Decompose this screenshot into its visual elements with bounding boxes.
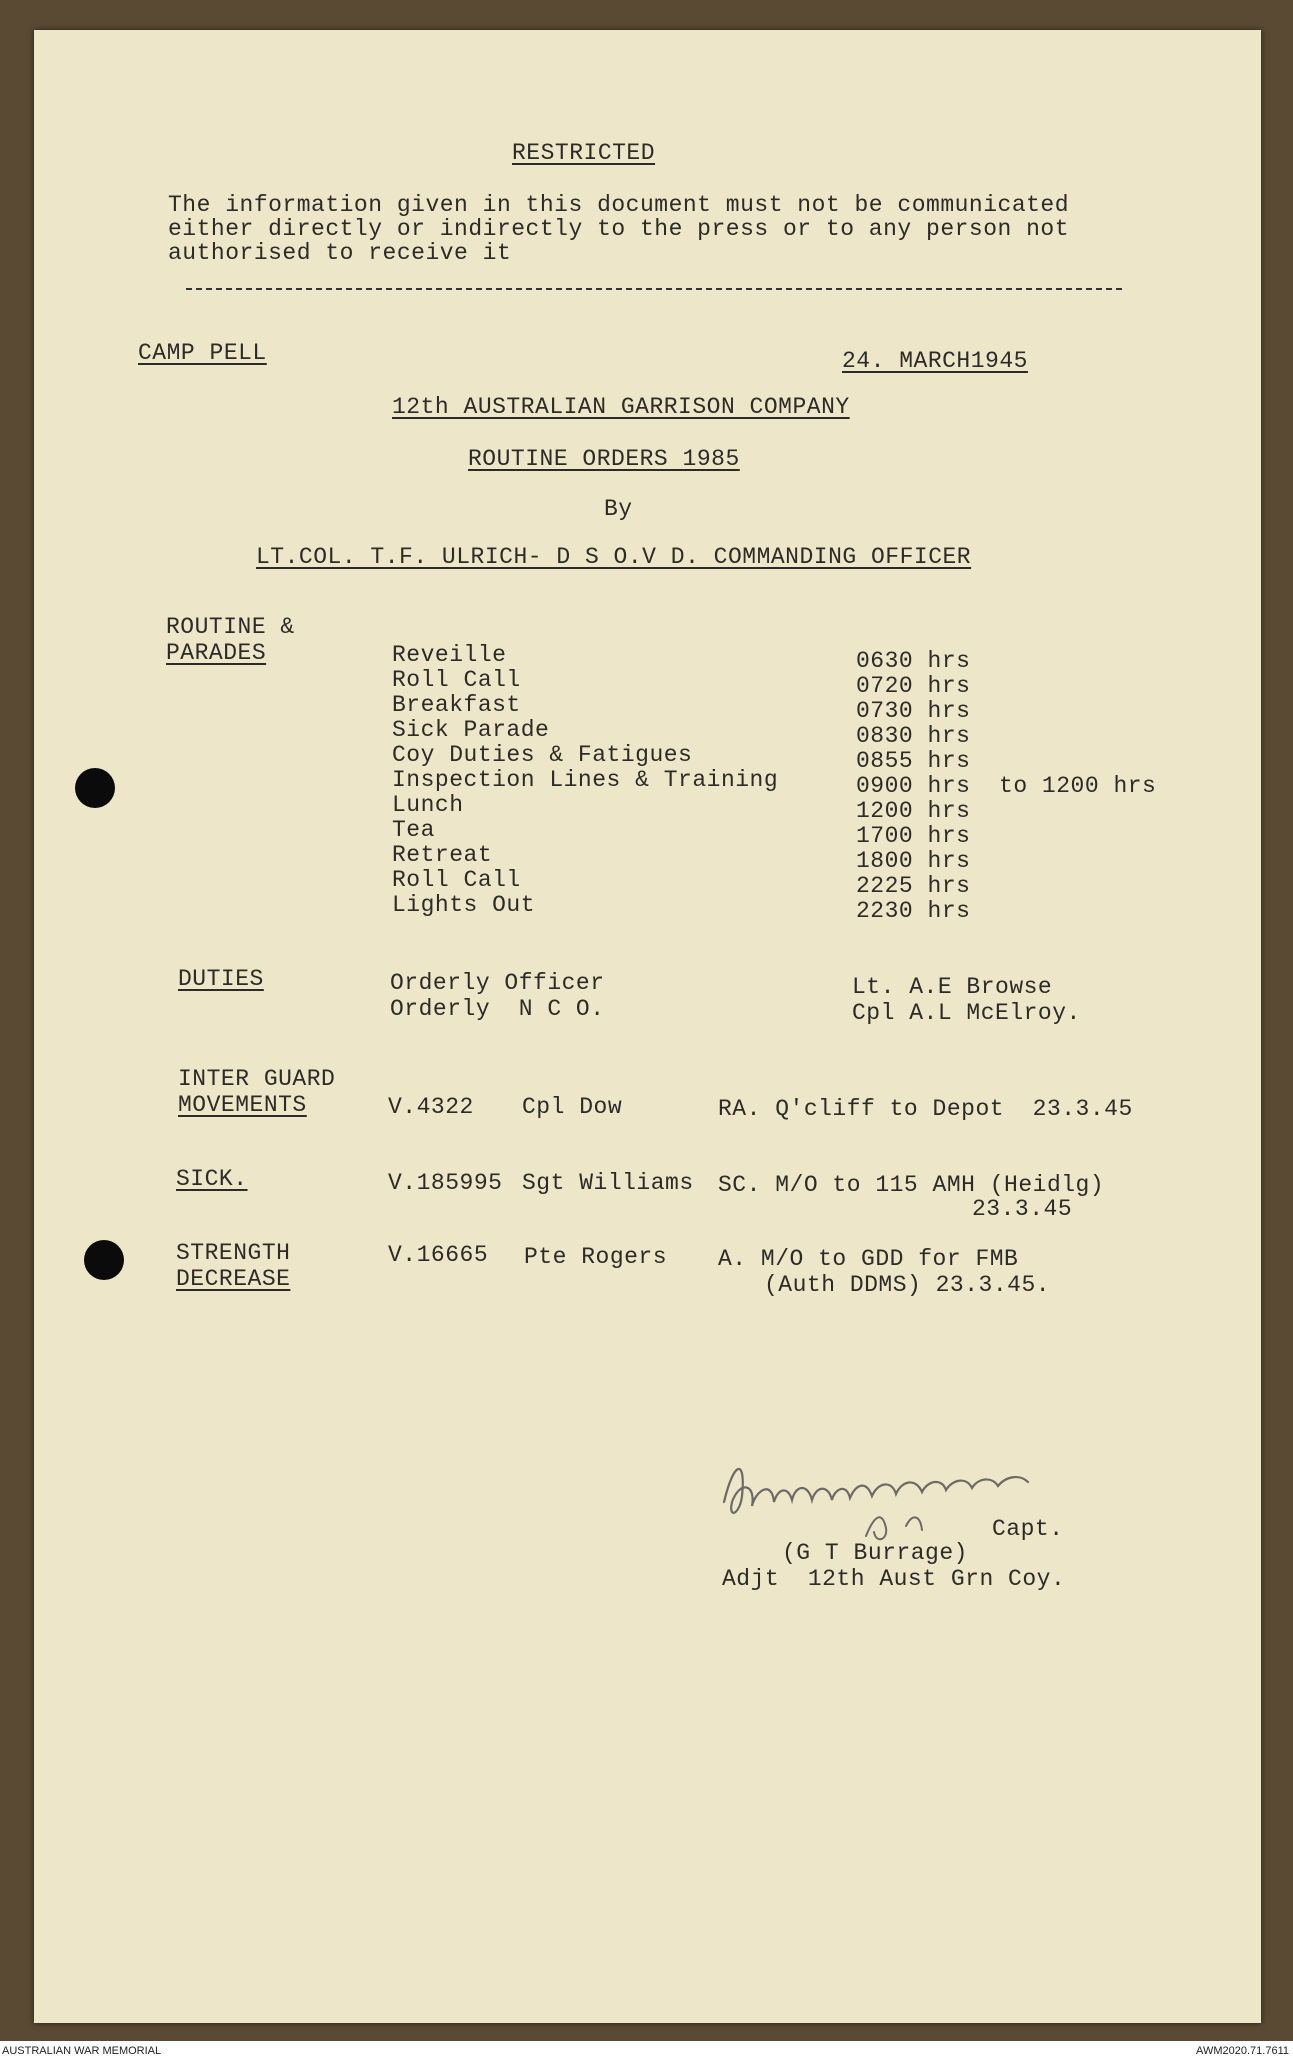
punch-hole	[84, 1240, 124, 1280]
duty-role: Orderly N C O.	[390, 996, 605, 1022]
duty-person: Cpl A.L McElroy.	[852, 1000, 1081, 1026]
routine-activity: Tea	[392, 817, 435, 843]
service-number: V.4322	[388, 1094, 474, 1120]
soldier-name: Cpl Dow	[522, 1094, 623, 1120]
document-date: 24. MARCH1945	[842, 348, 1028, 374]
service-number: V.16665	[388, 1242, 489, 1268]
strength-detail: A. M/O to GDD for FMB	[718, 1246, 1019, 1272]
routine-activity: Roll Call	[392, 867, 521, 893]
section-heading: DECREASE	[176, 1266, 291, 1292]
routine-time: 2225 hrs	[856, 873, 971, 899]
punch-hole	[75, 768, 115, 808]
routine-time: 1200 hrs	[856, 798, 971, 824]
document-page	[34, 30, 1261, 2023]
sick-detail: SC. M/O to 115 AMH (Heidlg)	[718, 1172, 1105, 1198]
notice-line: The information given in this document must not be communicated	[168, 192, 1070, 218]
routine-time: 1700 hrs	[856, 823, 971, 849]
routine-activity: Roll Call	[392, 667, 521, 693]
section-heading: ROUTINE &	[166, 614, 295, 640]
movement-detail: RA. Q'cliff to Depot 23.3.45	[718, 1096, 1133, 1122]
routine-time: 0730 hrs	[856, 698, 971, 724]
signatory-rank: Capt.	[992, 1516, 1064, 1542]
section-heading: DUTIES	[178, 966, 264, 992]
footer-left: AUSTRALIAN WAR MEMORIAL	[2, 2045, 162, 2057]
routine-time: 0900 hrs to 1200 hrs	[856, 773, 1157, 799]
duty-role: Orderly Officer	[390, 970, 605, 996]
section-heading: STRENGTH	[176, 1240, 291, 1266]
duty-person: Lt. A.E Browse	[852, 974, 1053, 1000]
section-heading: MOVEMENTS	[178, 1092, 307, 1118]
service-number: V.185995	[388, 1170, 503, 1196]
routine-activity: Breakfast	[392, 692, 521, 718]
sick-detail: 23.3.45	[972, 1196, 1073, 1222]
orders-title: ROUTINE ORDERS 1985	[468, 446, 740, 472]
place: CAMP PELL	[138, 340, 267, 366]
routine-activity: Inspection Lines & Training	[392, 767, 779, 793]
section-heading: PARADES	[166, 640, 267, 666]
routine-time: 0630 hrs	[856, 648, 971, 674]
unit-title: 12th AUSTRALIAN GARRISON COMPANY	[392, 394, 850, 420]
routine-activity: Coy Duties & Fatigues	[392, 742, 693, 768]
routine-activity: Sick Parade	[392, 717, 550, 743]
routine-activity: Lunch	[392, 792, 464, 818]
commanding-officer: LT.COL. T.F. ULRICH- D S O.V D. COMMANDING OFFICER	[256, 544, 972, 570]
section-heading: SICK.	[176, 1166, 248, 1192]
separator-line	[186, 288, 1122, 290]
routine-activity: Reveille	[392, 642, 507, 668]
routine-activity: Lights Out	[392, 892, 536, 918]
restricted-heading: RESTRICTED	[512, 140, 656, 166]
routine-time: 1800 hrs	[856, 848, 971, 874]
routine-time: 0830 hrs	[856, 723, 971, 749]
section-heading: INTER GUARD	[178, 1066, 336, 1092]
soldier-name: Sgt Williams	[522, 1170, 694, 1196]
footer-right: AWM2020.71.7611	[1196, 2045, 1289, 2057]
footer-bar	[0, 2041, 1293, 2061]
notice-line: authorised to receive it	[168, 240, 512, 266]
soldier-name: Pte Rogers	[524, 1244, 668, 1270]
signatory-title: Adjt 12th Aust Grn Coy.	[722, 1566, 1066, 1592]
routine-activity: Retreat	[392, 842, 493, 868]
routine-time: 0855 hrs	[856, 748, 971, 774]
by-label: By	[604, 496, 633, 522]
strength-detail: (Auth DDMS) 23.3.45.	[764, 1272, 1051, 1298]
signatory-name: (G T Burrage)	[782, 1540, 968, 1566]
routine-time: 0720 hrs	[856, 673, 971, 699]
routine-time: 2230 hrs	[856, 898, 971, 924]
notice-line: either directly or indirectly to the press or to any person not	[168, 216, 1070, 242]
